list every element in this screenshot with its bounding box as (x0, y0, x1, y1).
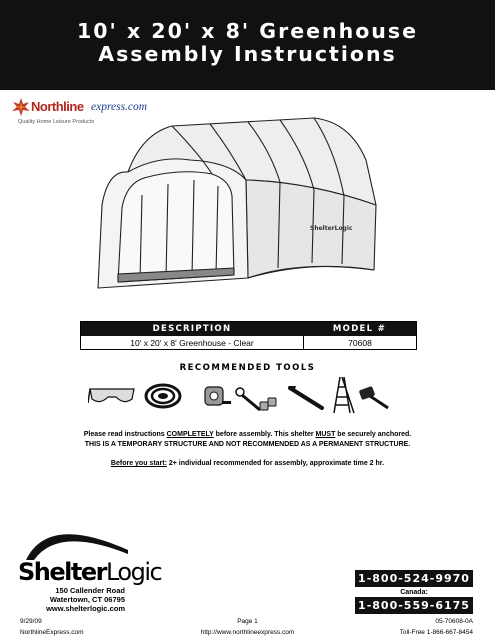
notice-emphasis-must: MUST (315, 431, 336, 438)
header-description: DESCRIPTION (152, 324, 232, 334)
title-line-1: 10' x 20' x 8' Greenhouse (77, 19, 418, 43)
description-table (80, 321, 417, 350)
us-phone-number: 1-800-524-9970 (355, 570, 473, 587)
canada-label: Canada: (400, 589, 428, 596)
step-ladder-icon (332, 375, 356, 415)
footer-toll-free: Toll-Free 1-866-667-8454 (399, 629, 473, 636)
company-address: 150 Callender Road Watertown, CT 06795 www.shelterlogic.com (20, 586, 125, 613)
safety-glasses-icon (88, 383, 136, 407)
footer-doc-code: 05-70608-0A (435, 618, 473, 625)
shelterlogic-arch-icon (18, 520, 136, 560)
assembly-notice (0, 430, 495, 449)
logo-text-northline: Northline (31, 99, 84, 114)
notice-line-1: Please read instructions COMPLETELY before assembly. This shelter MUST be securely anchored. (83, 431, 412, 438)
footer-url: http://www.northlineexpress.com (200, 629, 295, 636)
greenhouse-illustration (80, 110, 415, 295)
rope-icon (142, 380, 184, 412)
footer-site-name: NorthlineExpress.com (20, 629, 84, 636)
logo-tagline: Quality Home Leisure Products (18, 119, 95, 125)
logo-text-logic: Logic (105, 558, 162, 586)
footer-date: 9/29/09 (20, 618, 42, 625)
logo-text-shelter: Shelter (18, 558, 106, 586)
product-description: 10' x 20' x 8' Greenhouse - Clear (130, 337, 254, 348)
company-website: www.shelterlogic.com (46, 604, 125, 613)
table-row (81, 336, 416, 349)
document-title (0, 20, 495, 66)
before-you-start-label: Before you start: (110, 460, 167, 467)
description-table-header (81, 322, 416, 336)
product-model-number: 70608 (303, 336, 416, 349)
rubber-mallet-icon (358, 384, 392, 412)
adjustable-wrench-icon (286, 384, 328, 412)
notice-line-2: THIS IS A TEMPORARY STRUCTURE AND NOT RECOMMENDED AS A PERMANENT STRUCTURE. (84, 440, 411, 448)
tape-measure-icon (202, 384, 232, 410)
notice-emphasis-completely: COMPLETELY (166, 431, 214, 438)
shelterlogic-logo-text (18, 558, 161, 586)
illustration-brand-mark: ShelterLogic (310, 225, 353, 232)
title-line-2: Assembly Instructions (98, 42, 397, 66)
recommended-tools-title: RECOMMENDED TOOLS (179, 363, 316, 373)
before-you-start-text: 2+ individual recommended for assembly, approximate time 2 hr. (166, 460, 385, 467)
canada-phone-number: 1-800-559-6175 (355, 597, 473, 614)
northline-logo-icon (10, 96, 32, 118)
footer-page-number: Page 1 (237, 618, 258, 625)
before-you-start (0, 460, 495, 467)
wrench-set-icon (234, 384, 280, 416)
logo-text-express: express.com (91, 101, 148, 113)
header-model: MODEL # (332, 324, 387, 334)
